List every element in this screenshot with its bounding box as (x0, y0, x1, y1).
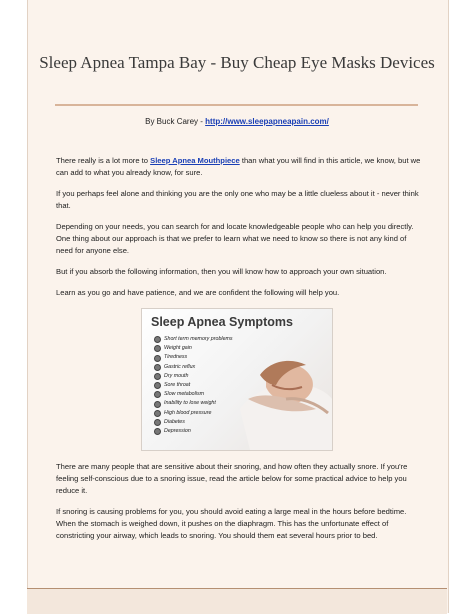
symptom-item: Slow metabolism (154, 390, 233, 399)
paragraph-6: There are many people that are sensitive about their snoring, and how often they actually snore. If you're feeling self-conscious due to a snoring issue, read the article below for some practical advice to help you reduce it. (56, 462, 408, 495)
symptom-item: Short term memory problems (154, 335, 233, 344)
bullet-icon (154, 373, 161, 380)
symptom-item: Diabetes (154, 418, 233, 427)
bullet-icon (154, 419, 161, 426)
symptom-item: Weight gain (154, 344, 233, 353)
paragraph-2: If you perhaps feel alone and thinking you are the only one who may be a little clueless about it - never think that. (56, 189, 419, 210)
symptom-item: Sore throat (154, 381, 233, 390)
paragraph-7: If snoring is causing problems for you, you should avoid eating a large meal in the hours before bedtime. When the stomach is weighed down, it pushes on the diaphragm. This has the unfortunate effect of constricting your airway, which leads to snoring. You should them eat several hours prior to bed. (56, 507, 407, 540)
symptom-item: Gastric reflux (154, 363, 233, 372)
sleeping-woman-illustration (220, 339, 332, 450)
article-body-top (56, 155, 421, 308)
paragraph-4: But if you absorb the following information, then you will know how to approach your own situation. (56, 267, 387, 276)
bullet-icon (154, 391, 161, 398)
page-title: Sleep Apnea Tampa Bay - Buy Cheap Eye Masks Devices (39, 53, 435, 72)
symptom-item: Dry mouth (154, 372, 233, 381)
bullet-icon (154, 382, 161, 389)
paragraph-3: Depending on your needs, you can search for and locate knowledgeable people who can help you directly. One thing about our approach is that we prefer to learn what we need to know so there is not any kind of need for anyone else. (56, 222, 414, 255)
symptom-item: Inability to lose weight (154, 399, 233, 408)
sleep-apnea-symptoms-image (141, 308, 333, 451)
byline (27, 117, 447, 126)
paragraph-1 (56, 155, 421, 179)
byline-link[interactable]: http://www.sleepapneapain.com/ (205, 117, 329, 126)
symptom-item: Tiredness (154, 353, 233, 362)
bullet-icon (154, 428, 161, 435)
footer-band (27, 588, 447, 614)
paragraph-1-text-a: There really is a lot more to (56, 156, 151, 165)
bullet-icon (154, 355, 161, 362)
article-body-bottom (56, 461, 421, 551)
bullet-icon (154, 364, 161, 371)
header-band (27, 0, 447, 44)
symptom-item: High blood pressure (154, 409, 233, 418)
sleep-apnea-mouthpiece-link[interactable]: Sleep Apnea Mouthpiece (150, 156, 240, 165)
figure-title: Sleep Apnea Symptoms (151, 315, 293, 329)
paragraph-5: Learn as you go and have patience, and we are confident the following will help you. (56, 288, 340, 297)
bullet-icon (154, 345, 161, 352)
bullet-icon (154, 410, 161, 417)
symptom-item: Depression (154, 427, 233, 436)
title-divider (55, 104, 418, 106)
symptom-list (154, 335, 233, 436)
byline-author: By Buck Carey - (145, 117, 206, 126)
paragraph-1-text-b: than what you will find in this article, we know, but we can add to what you already know, for sure. (56, 156, 421, 177)
bullet-icon (154, 336, 161, 343)
bullet-icon (154, 401, 161, 408)
